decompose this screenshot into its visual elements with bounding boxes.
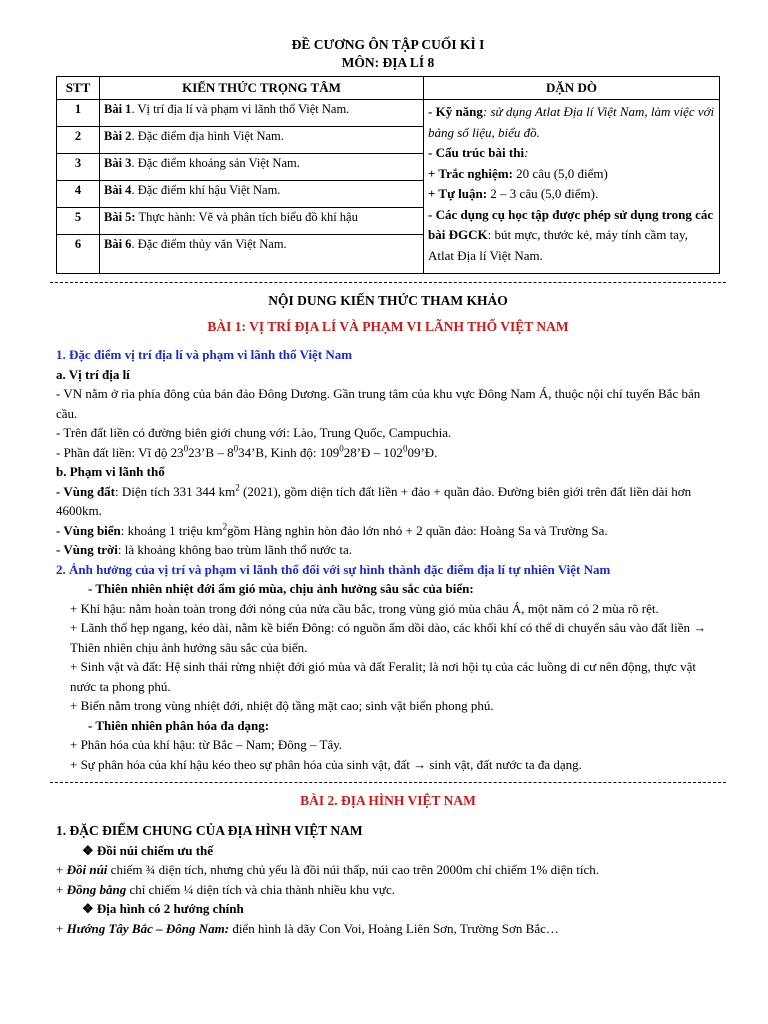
degree-sup: 0 bbox=[402, 443, 408, 454]
square-sup: 2 bbox=[235, 482, 240, 493]
lesson-number: Bài 4 bbox=[104, 183, 132, 197]
skill-text: : sử dụng Atlat Địa lí Việt Nam, làm việc với bảng số liệu, biểu đồ. bbox=[428, 104, 715, 140]
table-header-row bbox=[57, 77, 720, 100]
lesson-title: . Đặc điểm khí hậu Việt Nam. bbox=[131, 183, 281, 197]
degree-sup: 0 bbox=[233, 443, 239, 454]
section1-title: 1. Đặc điểm vị trí địa lí và phạm vi lãnh thổ Việt Nam bbox=[56, 347, 353, 362]
section1a-para1: - VN nằm ở rìa phía đông của bán đảo Đông Dương. Gần trung tâm của khu vực Đông Nam Á, thuộc nội chí tuyến Bắc bán cầu. bbox=[56, 386, 701, 421]
row-stt: 2 bbox=[57, 127, 100, 154]
study-plan-table bbox=[56, 76, 720, 274]
mc-note bbox=[428, 164, 715, 185]
sky-label: - Vùng trời bbox=[56, 542, 118, 557]
essay-text: 2 – 3 câu (5,0 điểm). bbox=[487, 186, 599, 201]
lesson2-section1-title: 1. ĐẶC ĐIỂM CHUNG CỦA ĐỊA HÌNH VIỆT NAM bbox=[56, 823, 363, 838]
lesson2-para3 bbox=[56, 919, 720, 939]
section2-sub2: - Thiên nhiên phân hóa đa dạng: bbox=[88, 717, 270, 733]
text-run: + bbox=[56, 881, 67, 897]
direction-label: Hướng Tây Bắc – Đông Nam: bbox=[66, 920, 230, 936]
sea-label: - Vùng biển bbox=[56, 522, 121, 538]
text-run: 09’Đ. bbox=[407, 444, 438, 460]
lesson2-para2 bbox=[56, 880, 720, 900]
text-run: 28’Đ – 102 bbox=[343, 444, 403, 460]
header-notes: DẶN DÒ bbox=[424, 77, 720, 100]
text-run: (2021), gồm diện tích đất liền + đảo + quần đảo. Đường biên giới trên đất liền dài hơn 4600km. bbox=[56, 483, 692, 518]
lesson-number: Bài 3 bbox=[104, 156, 132, 170]
lesson-number: Bài 1 bbox=[104, 102, 132, 116]
row-lesson bbox=[100, 208, 424, 235]
row-lesson bbox=[100, 127, 424, 154]
row-stt: 1 bbox=[57, 100, 100, 127]
text-run: 23’B – 8 bbox=[188, 444, 234, 460]
lesson-title: . Đặc điểm thủy văn Việt Nam. bbox=[131, 237, 287, 251]
text-run: gồm Hàng nghìn hòn đảo lớn nhỏ + 2 quần đảo: Hoàng Sa và Trường Sa. bbox=[227, 522, 608, 538]
section2-para4: + Biển nằm trong vùng nhiệt đới, nhiệt độ tầng mặt cao; sinh vật biển phong phú. bbox=[70, 698, 494, 713]
row-lesson bbox=[100, 100, 424, 127]
lesson-number: Bài 6 bbox=[104, 237, 132, 251]
notes-cell bbox=[424, 100, 720, 274]
text-run: - Phần đất liền: Vĩ độ 23 bbox=[56, 444, 184, 460]
mc-text: 20 câu (5,0 điểm) bbox=[512, 165, 608, 181]
text-run: : là khoảng không bao trùm lãnh thổ nước ta. bbox=[117, 542, 353, 557]
row-lesson bbox=[100, 154, 424, 181]
section1b-title: b. Phạm vi lãnh thổ bbox=[56, 464, 165, 479]
land-label: - Vùng đất bbox=[56, 483, 116, 499]
lesson-title: Thực hành: Vẽ và phân tích biểu đồ khí hậu bbox=[135, 210, 358, 224]
mc-label: + Trắc nghiệm: bbox=[428, 165, 513, 181]
degree-sup: 0 bbox=[339, 443, 344, 454]
section1a-para3 bbox=[56, 443, 720, 463]
lesson-title: . Đặc điểm khoáng sản Việt Nam. bbox=[131, 156, 300, 170]
structure-note bbox=[428, 143, 715, 164]
lesson2-bullet1: ❖ Đồi núi chiếm ưu thế bbox=[82, 842, 214, 858]
skill-note bbox=[428, 102, 715, 143]
lesson-number: Bài 2 bbox=[104, 129, 132, 143]
row-stt: 4 bbox=[57, 181, 100, 208]
text-run: chiếm ¾ diện tích, nhưng chủ yếu là đồi núi thấp, núi cao trên 2000m chỉ chiếm 1% diện tích. bbox=[107, 862, 599, 877]
text-run: điển hình là dãy Con Voi, Hoàng Liên Sơn, Trường Sơn Bắc… bbox=[229, 920, 559, 936]
section1a-title: a. Vị trí địa lí bbox=[56, 366, 130, 382]
dashed-divider bbox=[50, 282, 726, 283]
doc-subtitle: MÔN: ĐỊA LÍ 8 bbox=[341, 55, 435, 70]
row-lesson bbox=[100, 235, 424, 274]
lesson-title: . Vị trí địa lí và phạm vi lãnh thổ Việt Nam. bbox=[131, 102, 350, 116]
section2-para1: + Khí hậu: nằm hoàn toàn trong đới nóng của nửa cầu bắc, trong vùng gió mùa châu Á, một năm có 2 mùa rõ rệt. bbox=[70, 600, 659, 616]
skill-label: - Kỹ năng bbox=[428, 104, 483, 119]
lesson2-bullet2: ❖ Địa hình có 2 hướng chính bbox=[82, 901, 244, 916]
row-stt: 5 bbox=[57, 208, 100, 235]
lesson1-heading: BÀI 1: VỊ TRÍ ĐỊA LÍ VÀ PHẠM VI LÃNH THỔ VIỆT NAM bbox=[207, 319, 569, 334]
dashed-divider bbox=[50, 782, 726, 783]
tools-note bbox=[428, 205, 715, 267]
lesson2-para1 bbox=[56, 860, 720, 880]
lesson2-heading: BÀI 2. ĐỊA HÌNH VIỆT NAM bbox=[300, 793, 476, 808]
table-row bbox=[57, 100, 720, 127]
structure-colon: : bbox=[524, 145, 529, 160]
section2-para2: + Lãnh thổ hẹp ngang, kéo dài, nằm kề biển Đông: có nguồn ẩm dồi dào, các khối khí có thể di chuyển sâu vào đất liền → Thiên nhiên chịu ảnh hưởng sâu sắc của biển. bbox=[70, 620, 707, 655]
section1b-sea bbox=[56, 521, 720, 541]
row-stt: 6 bbox=[57, 235, 100, 274]
text-run: + bbox=[56, 862, 67, 877]
section1b-sky bbox=[56, 540, 720, 560]
header-stt: STT bbox=[57, 77, 100, 100]
section2-para6: + Sự phân hóa của khí hậu kéo theo sự phân hóa của sinh vật, đất → sinh vật, đất nước ta đa dạng. bbox=[70, 756, 582, 772]
doc-title: ĐỀ CƯƠNG ÔN TẬP CUỐI KÌ I bbox=[291, 37, 485, 52]
section1b-land bbox=[56, 482, 720, 521]
degree-sup: 0 bbox=[183, 443, 189, 454]
essay-label: + Tự luận: bbox=[428, 186, 488, 201]
text-run: : Diện tích 331 344 km bbox=[115, 483, 236, 499]
mountains-label: Đồi núi bbox=[66, 862, 108, 877]
section2-para3: + Sinh vật và đất: Hệ sinh thái rừng nhiệt đới gió mùa và đất Feralit; là nơi hội tụ của các luồng di cư nên động, thực vật nước ta phong phú. bbox=[70, 659, 696, 694]
plains-label: Đồng bằng bbox=[66, 881, 127, 897]
lesson-title: . Đặc điểm địa hình Việt Nam. bbox=[131, 129, 284, 143]
structure-label: - Cấu trúc bài thi bbox=[428, 145, 525, 160]
section2-sub1: - Thiên nhiên nhiệt đới ẩm gió mùa, chịu ảnh hưởng sâu sắc của biển: bbox=[88, 581, 474, 596]
square-sup: 2 bbox=[222, 521, 228, 532]
section1a-para2: - Trên đất liền có đường biên giới chung với: Lào, Trung Quốc, Campuchia. bbox=[56, 425, 452, 440]
section2-para5: + Phân hóa của khí hậu: từ Bắc – Nam; Đông – Tây. bbox=[70, 737, 343, 752]
text-run: : khoảng 1 triệu km bbox=[120, 522, 223, 538]
tools-text: : bút mực, thước kẻ, máy tính cầm tay, Atlat Địa lí Việt Nam. bbox=[428, 227, 688, 263]
text-run: 34’B, Kinh độ: 109 bbox=[238, 444, 340, 460]
header-knowledge: KIẾN THỨC TRỌNG TÂM bbox=[100, 77, 424, 100]
text-run: + bbox=[56, 920, 67, 936]
section2-title: 2. Ảnh hưởng của vị trí và phạm vi lãnh thổ đối với sự hình thành đặc điểm địa lí tự nhiên Việt Nam bbox=[56, 561, 611, 577]
lesson-number: Bài 5: bbox=[104, 210, 136, 224]
row-lesson bbox=[100, 181, 424, 208]
text-run: chỉ chiếm ¼ diện tích và chia thành nhiều khu vực. bbox=[126, 881, 395, 897]
tools-label: - Các dụng cụ học tập được phép sử dụng trong các bài ĐGCK bbox=[428, 206, 714, 242]
reference-heading: NỘI DUNG KIẾN THỨC THAM KHẢO bbox=[268, 293, 508, 308]
essay-note bbox=[428, 184, 715, 205]
row-stt: 3 bbox=[57, 154, 100, 181]
